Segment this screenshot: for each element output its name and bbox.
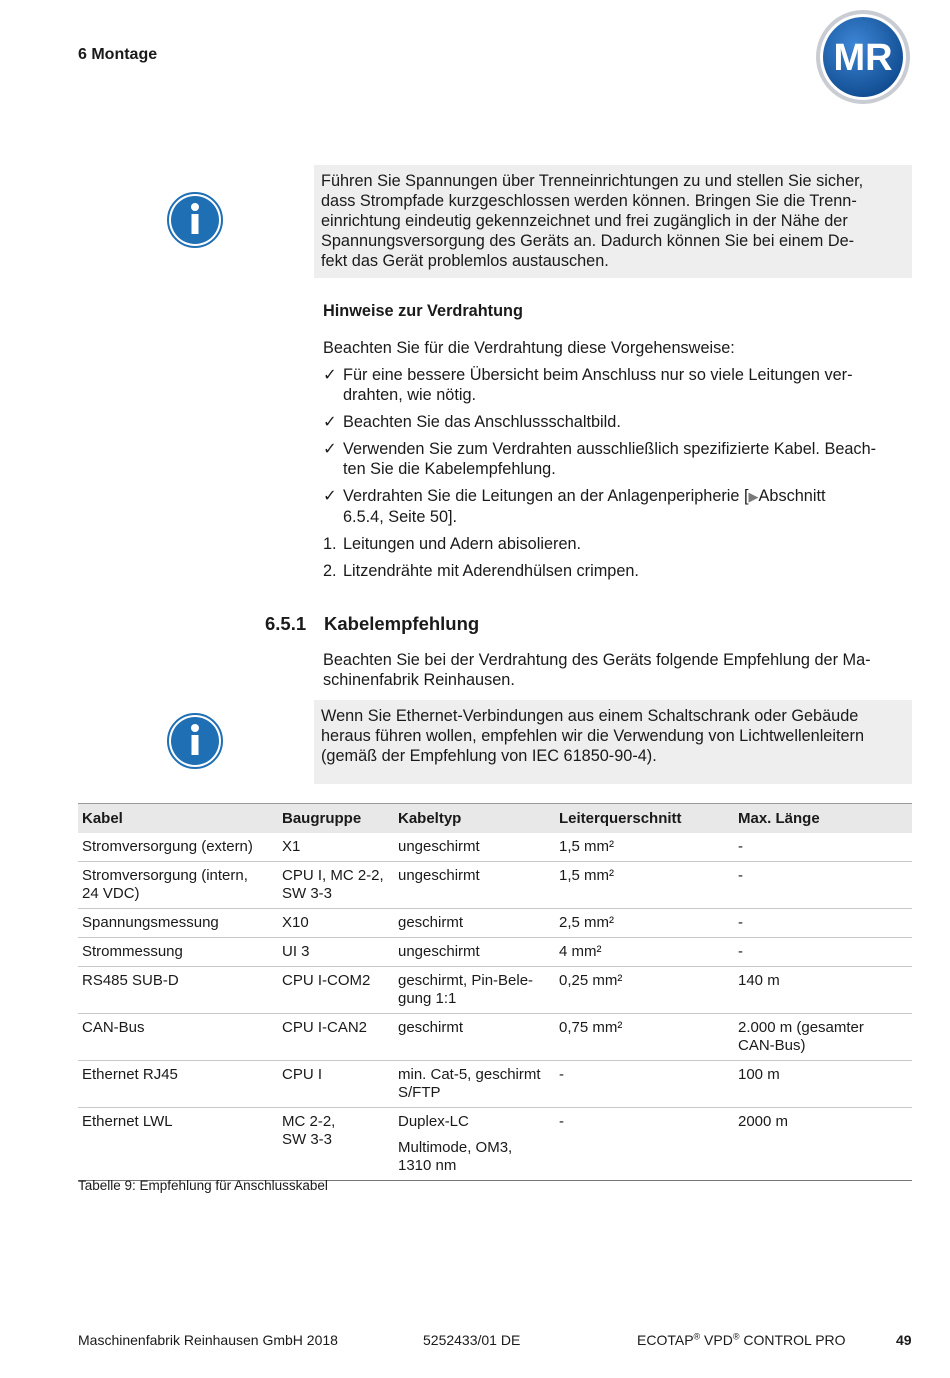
cross-reference-link[interactable]: 6.5.4, Seite 50]. bbox=[343, 508, 458, 526]
cell-line: S/FTP bbox=[398, 1084, 441, 1101]
table-cell bbox=[78, 862, 278, 909]
cell-line: - bbox=[738, 914, 743, 931]
list-item bbox=[323, 439, 913, 479]
column-header: Kabeltyp bbox=[394, 804, 555, 834]
cell-line: 1310 nm bbox=[398, 1157, 457, 1174]
wiring-checklist bbox=[323, 365, 913, 588]
wiring-intro: Beachten Sie für die Verdrahtung diese Vorgehensweise: bbox=[323, 339, 735, 357]
cell-line: 100 m bbox=[738, 1066, 780, 1083]
table-cell bbox=[278, 938, 394, 967]
list-item bbox=[323, 561, 913, 581]
footer-company: Maschinenfabrik Reinhausen GmbH 2018 bbox=[78, 1332, 338, 1348]
list-item bbox=[323, 486, 913, 527]
table-cell bbox=[78, 1061, 278, 1108]
table-cell bbox=[734, 1108, 912, 1181]
cell-line: RS485 SUB-D bbox=[82, 972, 179, 989]
table-cell bbox=[78, 833, 278, 862]
table-cell bbox=[78, 938, 278, 967]
cell-line: Multimode, OM3, bbox=[398, 1139, 513, 1156]
section-title: Kabelempfehlung bbox=[324, 613, 480, 634]
cell-line: - bbox=[738, 838, 743, 855]
cell-line: geschirmt, Pin-Bele- bbox=[398, 972, 534, 989]
table-cell bbox=[555, 1014, 734, 1061]
note-line: dass Strompfade kurzgeschlossen werden können. Bringen Sie die Trenn- bbox=[321, 192, 857, 210]
cell-line: 2.000 m (gesamter bbox=[738, 1019, 864, 1036]
table-row bbox=[78, 833, 912, 862]
intro-line: Beachten Sie bei der Verdrahtung des Geräts folgende Empfehlung der Ma- bbox=[323, 651, 871, 669]
cell-line: ungeschirmt bbox=[398, 838, 480, 855]
table-cell bbox=[555, 862, 734, 909]
footer-product: ECOTAP® VPD® CONTROL PRO bbox=[637, 1331, 846, 1348]
cell-line: ungeschirmt bbox=[398, 867, 480, 884]
table-cell bbox=[278, 833, 394, 862]
table-cell bbox=[734, 1014, 912, 1061]
table-cell bbox=[394, 938, 555, 967]
section-intro bbox=[323, 650, 913, 690]
list-text: Verwenden Sie zum Verdrahten ausschließlich spezifizierte Kabel. Beach- bbox=[343, 440, 877, 458]
table-cell bbox=[278, 862, 394, 909]
note-line: Wenn Sie Ethernet-Verbindungen aus einem Schaltschrank oder Gebäude bbox=[321, 707, 859, 725]
note-line: einrichtung eindeutig gekennzeichnet und frei zugänglich in der Nähe der bbox=[321, 212, 848, 230]
list-text: Beachten Sie das Anschlussschaltbild. bbox=[343, 413, 621, 431]
table-cell bbox=[394, 862, 555, 909]
cell-line: CPU I bbox=[282, 1066, 323, 1083]
cell-line: 2,5 mm² bbox=[559, 914, 615, 931]
table-cell bbox=[78, 909, 278, 938]
table-row bbox=[78, 1108, 912, 1181]
intro-line: schinenfabrik Reinhausen. bbox=[323, 671, 515, 689]
list-item bbox=[323, 365, 913, 405]
table-row bbox=[78, 909, 912, 938]
table-cell bbox=[278, 1061, 394, 1108]
table-cell bbox=[734, 862, 912, 909]
cell-line: 0,25 mm² bbox=[559, 972, 623, 989]
wiring-heading: Hinweise zur Verdrahtung bbox=[323, 302, 523, 320]
cell-line: - bbox=[559, 1066, 564, 1083]
cell-line: UI 3 bbox=[282, 943, 310, 960]
list-text: Verdrahten Sie die Leitungen an der Anlagenperipherie [▶Abschnitt bbox=[343, 487, 826, 505]
cell-line: - bbox=[559, 1113, 564, 1130]
list-text: Für eine bessere Übersicht beim Anschluss nur so viele Leitungen ver- bbox=[343, 366, 853, 384]
note-line: fekt das Gerät problemlos austauschen. bbox=[321, 252, 609, 270]
cell-line: Stromversorgung (intern, bbox=[82, 867, 248, 884]
cell-line: MC 2-2, bbox=[282, 1113, 336, 1130]
table-cell bbox=[394, 833, 555, 862]
note-line: (gemäß der Empfehlung von IEC 61850-90-4). bbox=[321, 747, 657, 765]
cell-line: CAN-Bus bbox=[82, 1019, 145, 1036]
section-number: 6.5.1 bbox=[265, 613, 307, 634]
table-cell bbox=[734, 1061, 912, 1108]
mr-logo bbox=[814, 8, 912, 106]
table-row bbox=[78, 938, 912, 967]
check-icon: ✓ bbox=[323, 440, 337, 458]
table-cell bbox=[78, 1108, 278, 1181]
cell-line: gung 1:1 bbox=[398, 990, 457, 1007]
cross-reference-arrow-icon[interactable]: ▶ bbox=[748, 489, 759, 504]
table-cell bbox=[555, 833, 734, 862]
table-caption: Tabelle 9: Empfehlung für Anschlusskabel bbox=[78, 1178, 328, 1193]
table-row bbox=[78, 1014, 912, 1061]
column-header: Max. Länge bbox=[734, 804, 912, 834]
cell-line: Ethernet LWL bbox=[82, 1113, 173, 1130]
list-text: Leitungen und Adern abisolieren. bbox=[343, 535, 582, 553]
logo-text: MR bbox=[833, 37, 893, 79]
table-cell bbox=[734, 833, 912, 862]
cell-line: CPU I-CAN2 bbox=[282, 1019, 368, 1036]
cable-recommendation-table bbox=[78, 803, 912, 1181]
cell-line: X10 bbox=[282, 914, 309, 931]
info-note-voltage bbox=[314, 165, 912, 278]
cell-line: 1,5 mm² bbox=[559, 838, 615, 855]
column-header: Kabel bbox=[78, 804, 278, 834]
table-cell bbox=[278, 1108, 394, 1181]
table-cell bbox=[394, 1014, 555, 1061]
table-cell bbox=[278, 1014, 394, 1061]
check-icon: ✓ bbox=[323, 366, 337, 384]
cell-line: 2000 m bbox=[738, 1113, 789, 1130]
table-row bbox=[78, 1061, 912, 1108]
table-cell bbox=[734, 909, 912, 938]
table-cell bbox=[78, 967, 278, 1014]
cross-reference-link[interactable]: Abschnitt bbox=[758, 487, 826, 505]
cell-line: 1,5 mm² bbox=[559, 867, 615, 884]
cell-line: Ethernet RJ45 bbox=[82, 1066, 178, 1083]
cell-line: CPU I-COM2 bbox=[282, 972, 371, 989]
table-cell bbox=[394, 1061, 555, 1108]
table-cell bbox=[394, 1108, 555, 1181]
cell-line: Strommessung bbox=[82, 943, 183, 960]
info-icon bbox=[167, 192, 223, 248]
cell-line: X1 bbox=[282, 838, 301, 855]
table-cell bbox=[555, 909, 734, 938]
list-text: drahten, wie nötig. bbox=[343, 386, 477, 404]
cell-line: 0,75 mm² bbox=[559, 1019, 623, 1036]
cell-line: CPU I, MC 2-2, bbox=[282, 867, 384, 884]
table-cell bbox=[555, 938, 734, 967]
page-number: 49 bbox=[896, 1332, 912, 1348]
cell-line: - bbox=[738, 943, 743, 960]
cell-line: 4 mm² bbox=[559, 943, 602, 960]
cell-line: 24 VDC) bbox=[82, 885, 140, 902]
cell-line: ungeschirmt bbox=[398, 943, 480, 960]
info-note-ethernet bbox=[314, 700, 912, 784]
info-icon bbox=[167, 713, 223, 769]
cell-line: SW 3-3 bbox=[282, 1131, 333, 1148]
check-icon: ✓ bbox=[323, 487, 337, 505]
table-cell bbox=[555, 1061, 734, 1108]
cell-line: SW 3-3 bbox=[282, 885, 333, 902]
list-text: Litzendrähte mit Aderendhülsen crimpen. bbox=[343, 562, 639, 580]
cell-line: - bbox=[738, 867, 743, 884]
cell-line: geschirmt bbox=[398, 914, 464, 931]
column-header: Baugruppe bbox=[278, 804, 394, 834]
table-row bbox=[78, 862, 912, 909]
table-cell bbox=[555, 967, 734, 1014]
table-cell bbox=[734, 938, 912, 967]
step-number: 1. bbox=[323, 535, 337, 553]
cell-line: CAN-Bus) bbox=[738, 1037, 806, 1054]
chapter-title: 6 Montage bbox=[78, 46, 158, 63]
cell-line: min. Cat-5, geschirmt bbox=[398, 1066, 541, 1083]
cell-line: Duplex-LC bbox=[398, 1113, 469, 1130]
cell-line: Spannungsmessung bbox=[82, 914, 219, 931]
note-line: Führen Sie Spannungen über Trenneinrichtungen zu und stellen Sie sicher, bbox=[321, 172, 864, 190]
list-text: ten Sie die Kabelempfehlung. bbox=[343, 460, 556, 478]
cell-line bbox=[398, 1131, 551, 1139]
cell-line: Stromversorgung (extern) bbox=[82, 838, 253, 855]
column-header: Leiterquerschnitt bbox=[555, 804, 734, 834]
table-cell bbox=[278, 909, 394, 938]
table-cell bbox=[78, 1014, 278, 1061]
table-cell bbox=[394, 967, 555, 1014]
table-header-row bbox=[78, 804, 912, 834]
table-row bbox=[78, 967, 912, 1014]
table-cell bbox=[278, 967, 394, 1014]
check-icon: ✓ bbox=[323, 413, 337, 431]
table-cell bbox=[394, 909, 555, 938]
footer-doc-number: 5252433/01 DE bbox=[423, 1332, 521, 1348]
table-cell bbox=[555, 1108, 734, 1181]
cell-line: geschirmt bbox=[398, 1019, 464, 1036]
note-line: heraus führen wollen, empfehlen wir die Verwendung von Lichtwellenleitern bbox=[321, 727, 865, 745]
table-cell bbox=[734, 967, 912, 1014]
step-number: 2. bbox=[323, 562, 337, 580]
note-line: Spannungsversorgung des Geräts an. Dadurch können Sie bei einem De- bbox=[321, 232, 855, 250]
cell-line: 140 m bbox=[738, 972, 780, 989]
list-item bbox=[323, 534, 913, 554]
list-item bbox=[323, 412, 913, 432]
